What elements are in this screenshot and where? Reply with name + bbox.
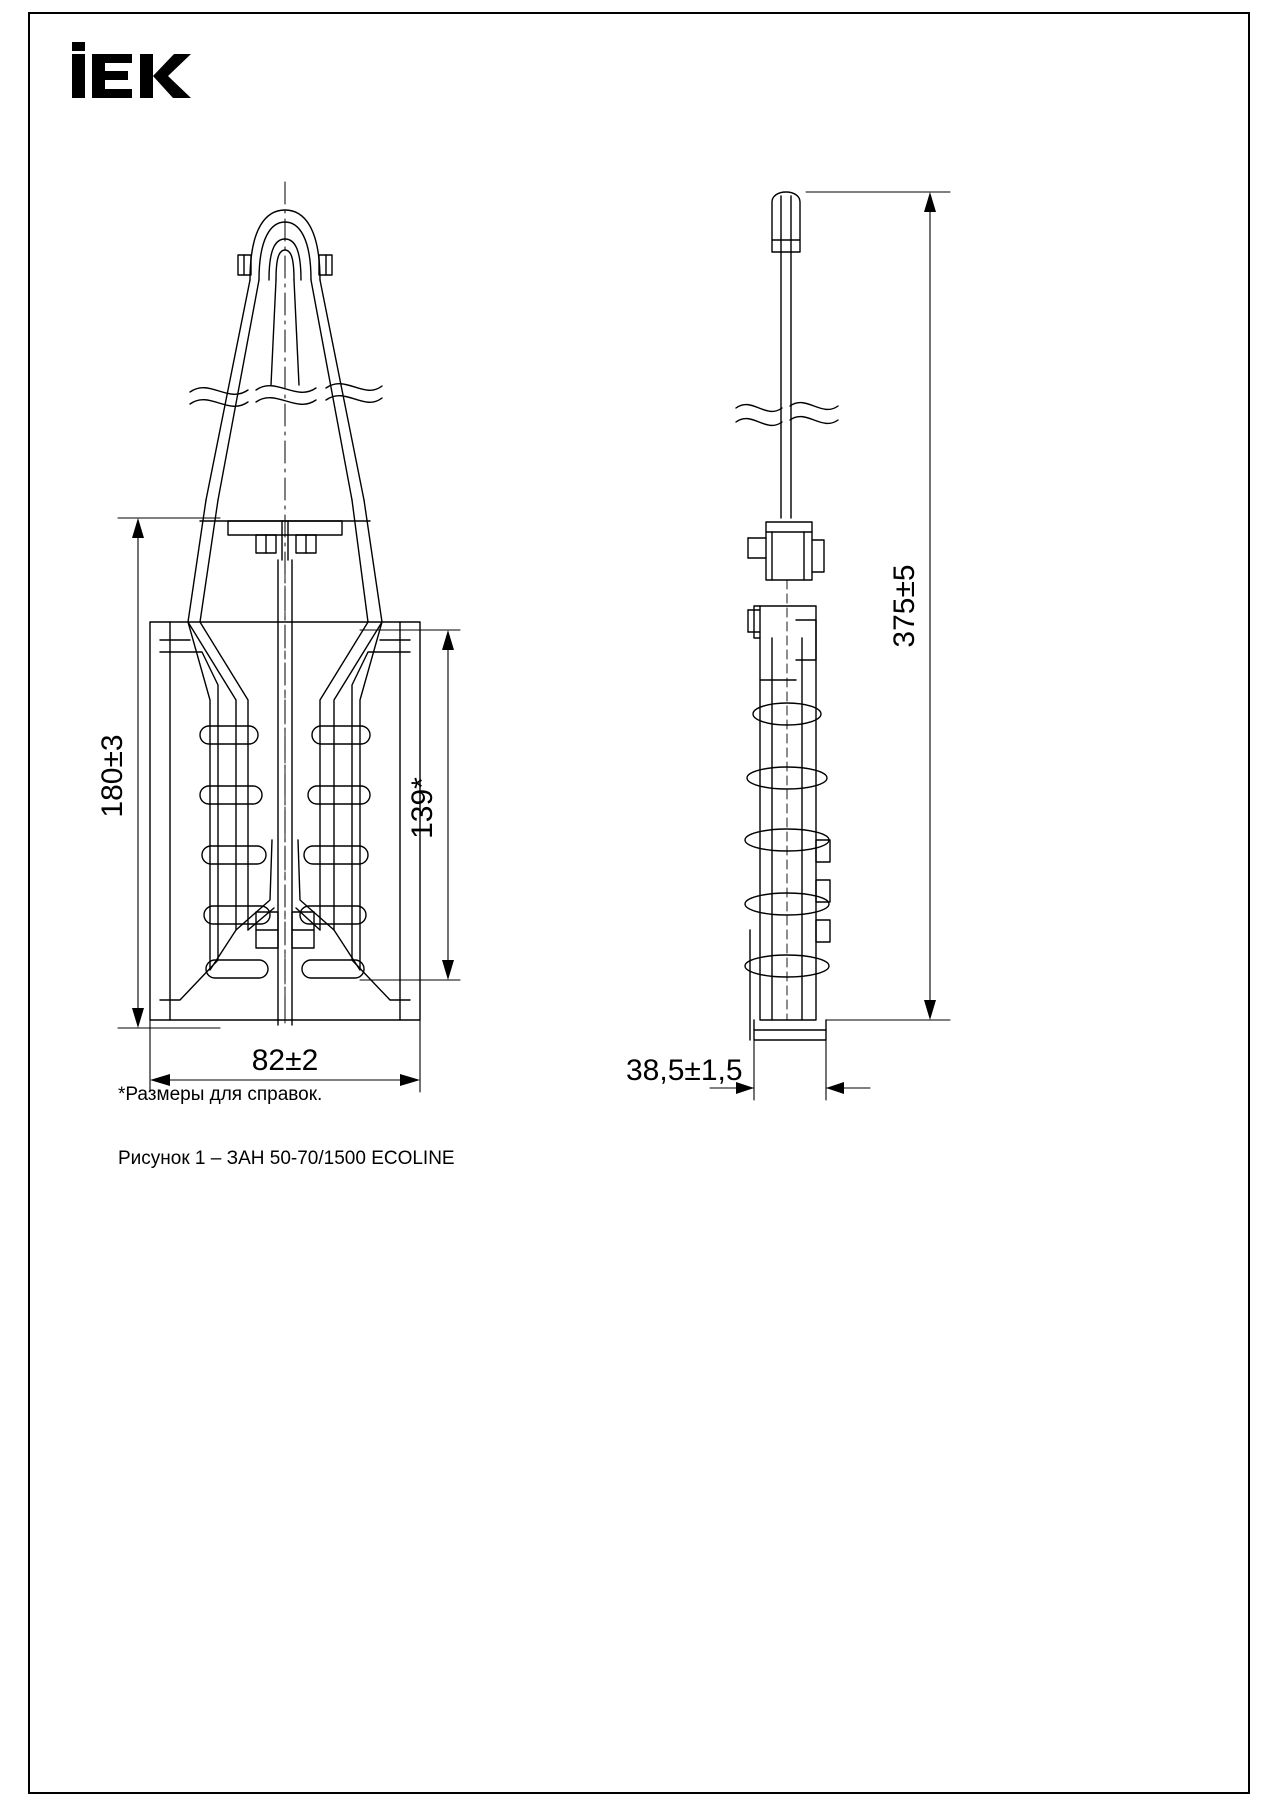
side-view	[626, 192, 950, 1100]
dimension-label-82: 82±2	[251, 1044, 319, 1077]
break-symbol	[190, 384, 382, 407]
clamp-head-side	[748, 522, 824, 580]
iek-logo	[72, 42, 192, 104]
figure-caption: Рисунок 1 – ЗАН 50-70/1500 ECOLINE	[118, 1148, 455, 1169]
top-fitting	[772, 192, 800, 252]
caption-block	[118, 1082, 818, 1172]
shaft	[736, 252, 838, 518]
technical-drawing	[60, 140, 1160, 1200]
reference-dimensions-note: *Размеры для справок.	[118, 1084, 323, 1105]
dimension-375	[806, 192, 950, 1020]
dimension-label-375: 375±5	[888, 564, 921, 648]
dimension-label-180: 180±3	[96, 734, 129, 818]
front-view	[96, 182, 460, 1092]
break-symbol-side	[736, 403, 838, 426]
dimension-label-38-5: 38,5±1,5	[626, 1054, 743, 1087]
dimension-label-139: 139*	[406, 777, 439, 839]
insulator-body	[150, 500, 420, 1025]
insulator-body-side	[745, 580, 830, 1040]
cable-pair	[190, 280, 382, 500]
